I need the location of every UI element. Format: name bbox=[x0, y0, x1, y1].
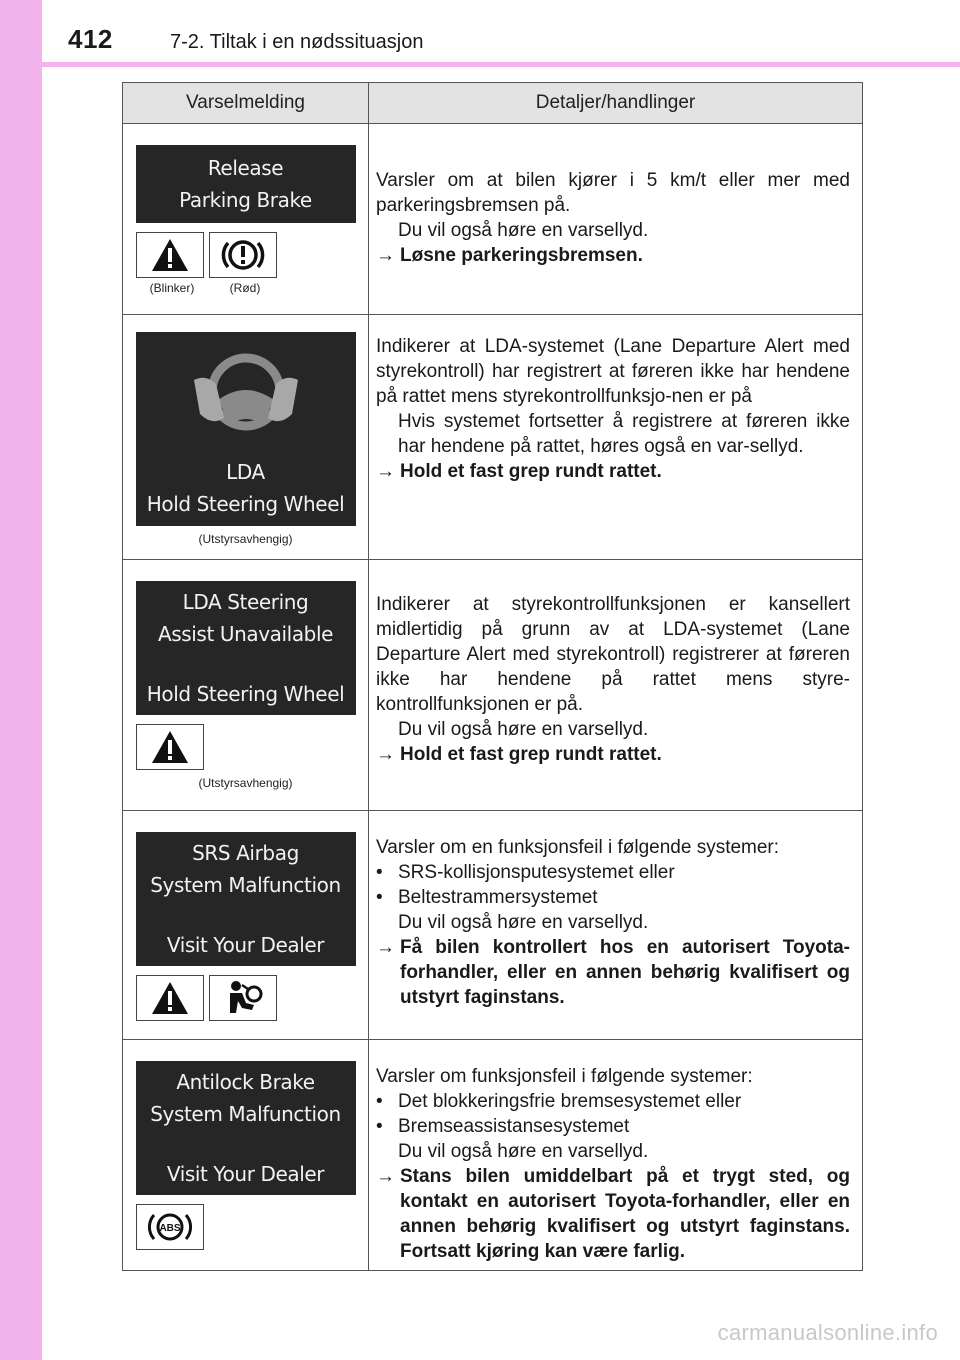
message-details-cell bbox=[369, 315, 863, 560]
screen-line: SRS Airbag bbox=[192, 841, 299, 865]
table-header-row bbox=[123, 83, 863, 124]
action-text: → Hold et fast grep rundt rattet. bbox=[376, 461, 662, 482]
availability-caption: (Utstyrsavhengig) bbox=[198, 532, 293, 546]
column-header-details: Detaljer/handlinger bbox=[369, 83, 863, 124]
steering-wheel-hands-icon bbox=[176, 340, 316, 450]
screen-line: LDA bbox=[226, 460, 265, 484]
bullet-item: • SRS-kollisjonsputesystemet eller bbox=[376, 862, 675, 883]
arrow-icon: → bbox=[376, 937, 395, 958]
screen-line: System Malfunction bbox=[150, 1102, 341, 1126]
airbag-icon bbox=[209, 975, 277, 1021]
bullet-item: • Beltestrammersystemet bbox=[376, 887, 598, 908]
display-screen bbox=[136, 832, 356, 966]
message-display-cell bbox=[123, 124, 369, 315]
display-screen bbox=[136, 581, 356, 715]
page-number: 412 bbox=[68, 24, 113, 54]
note-text: Du vil også høre en varsellyd. bbox=[398, 719, 649, 740]
brake-warning-icon bbox=[209, 232, 277, 278]
message-display-cell bbox=[123, 811, 369, 1040]
arrow-icon: → bbox=[376, 744, 395, 765]
table-row bbox=[123, 1040, 863, 1271]
icon-captions bbox=[136, 281, 356, 295]
column-header-message: Varselmelding bbox=[123, 83, 369, 124]
warning-triangle-icon bbox=[136, 232, 204, 278]
warning-message-table bbox=[122, 82, 863, 1271]
screen-line: Visit Your Dealer bbox=[166, 1162, 325, 1186]
indicator-icons bbox=[136, 1204, 356, 1250]
action-text: → Få bilen kontrollert hos en autorisert Toyota-forhandler, eller en annen behørig kvalifisert og utstyrt faginstans. bbox=[376, 937, 850, 1008]
watermark: carmanualsonline.info bbox=[717, 1320, 938, 1345]
note-text: Du vil også høre en varsellyd. bbox=[398, 1141, 649, 1162]
screen-line: Parking Brake bbox=[179, 188, 312, 212]
action-text: → Stans bilen umiddelbart på et trygt sted, og kontakt en autorisert Toyota-forhandler, eller en annen behørig kvalifisert og utstyrt faginstans. Fortsatt kjøring kan være farlig. bbox=[376, 1166, 850, 1262]
description-text: Varsler om funksjonsfeil i følgende systemer: bbox=[376, 1066, 753, 1087]
description-text: Varsler om at bilen kjører i 5 km/t eller mer med parkeringsbremsen på. bbox=[376, 170, 850, 216]
screen-line: Hold Steering Wheel bbox=[146, 492, 345, 516]
warning-triangle-icon bbox=[136, 724, 204, 770]
bullet-item: • Bremseassistansesystemet bbox=[376, 1116, 630, 1137]
display-screen bbox=[136, 1061, 356, 1195]
warning-triangle-icon bbox=[136, 975, 204, 1021]
screen-line: Antilock Brake bbox=[176, 1070, 315, 1094]
screen-line: Visit Your Dealer bbox=[166, 933, 325, 957]
table-row bbox=[123, 560, 863, 811]
table-row bbox=[123, 315, 863, 560]
abs-icon bbox=[136, 1204, 204, 1250]
table-row bbox=[123, 811, 863, 1040]
side-color-strip bbox=[0, 0, 42, 1360]
icon-caption: (Blinker) bbox=[149, 281, 195, 295]
arrow-icon: → bbox=[376, 245, 395, 266]
arrow-icon: → bbox=[376, 461, 395, 482]
screen-line: LDA Steering bbox=[182, 590, 309, 614]
message-details-cell bbox=[369, 1040, 863, 1271]
screen-line: Assist Unavailable bbox=[157, 622, 334, 646]
description-text: Indikerer at styrekontrollfunksjonen er kansellert midlertidig på grunn av at LDA-systemet (Lane Departure Alert med styrekontroll) registrerer at føreren ikke har hendene på rattet mens styre-kontrollfunksjonen er på. bbox=[376, 594, 850, 715]
indicator-icons bbox=[136, 975, 356, 1021]
message-details-cell bbox=[369, 811, 863, 1040]
section-title: 7-2. Tiltak i en nødssituasjon bbox=[170, 31, 424, 53]
screen-line: Hold Steering Wheel bbox=[146, 682, 345, 706]
screen-line: System Malfunction bbox=[150, 873, 341, 897]
message-display-cell bbox=[123, 1040, 369, 1271]
action-text: → Hold et fast grep rundt rattet. bbox=[376, 744, 662, 765]
message-display-cell bbox=[123, 315, 369, 560]
bullet-item: • Det blokkeringsfrie bremsesystemet eller bbox=[376, 1091, 742, 1112]
note-text: Hvis systemet fortsetter å registrere at føreren ikke har hendene på rattet, høres også en var-sellyd. bbox=[398, 411, 850, 457]
description-text: Varsler om en funksjonsfeil i følgende systemer: bbox=[376, 837, 780, 858]
abs-label: ABS bbox=[158, 1223, 181, 1234]
message-details-cell bbox=[369, 124, 863, 315]
availability-caption: (Utstyrsavhengig) bbox=[198, 776, 293, 790]
message-display-cell bbox=[123, 560, 369, 811]
indicator-icons bbox=[136, 232, 356, 278]
note-text: Du vil også høre en varsellyd. bbox=[398, 912, 649, 933]
screen-line: Release bbox=[207, 156, 284, 180]
note-text: Du vil også høre en varsellyd. bbox=[398, 220, 649, 241]
display-screen bbox=[136, 145, 356, 223]
arrow-icon: → bbox=[376, 1166, 395, 1187]
message-details-cell bbox=[369, 560, 863, 811]
indicator-icons bbox=[136, 724, 356, 770]
icon-caption: (Rød) bbox=[229, 281, 261, 295]
header-rule bbox=[42, 62, 960, 67]
description-text: Indikerer at LDA-systemet (Lane Departure Alert med styrekontroll) har registrert at føreren ikke har hendene på rattet mens styrekontrollfunksjo-nen er på bbox=[376, 336, 850, 407]
display-screen bbox=[136, 332, 356, 526]
table-row bbox=[123, 124, 863, 315]
action-text: → Løsne parkeringsbremsen. bbox=[376, 245, 643, 266]
